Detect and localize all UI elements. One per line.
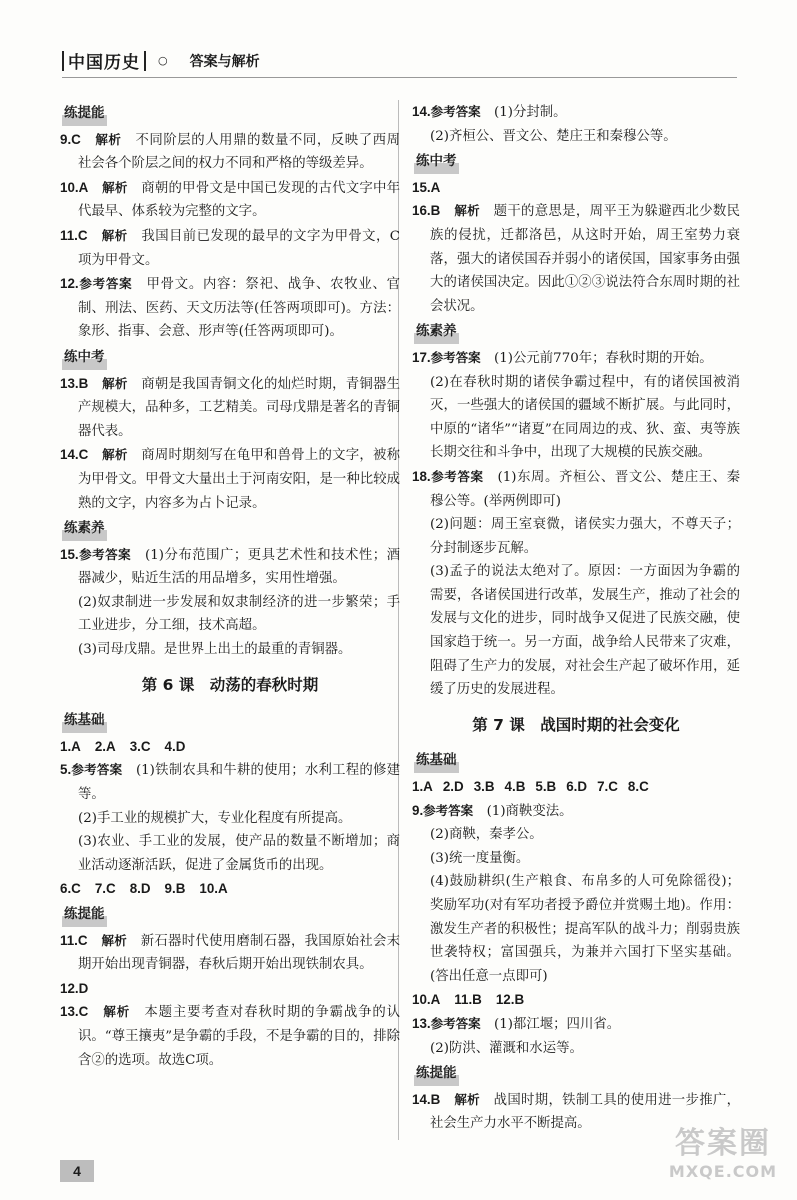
- lesson-title: 第 6 课 动荡的春秋时期: [141, 675, 319, 694]
- answer-item: 12.参考答案 甲骨文。内容：祭祀、战争、农牧业、官制、刑法、医药、天文历法等(任答两项即可)。方法：象形、指事、会意、形声等(任答两项即可)。: [60, 276, 401, 340]
- answer-item: 17.参考答案 (1)公元前770年；春秋时期的开始。: [412, 349, 713, 366]
- answer-item: 15.参考答案 (1)分布范围广；更具艺术性和技术性；酒器减少，贴近生活的用品增多，实用性增强。: [60, 546, 401, 587]
- left-column: [60, 100, 400, 1072]
- answer-row: 15.A: [412, 179, 441, 195]
- answer-item: 13.参考答案 (1)都江堰；四川省。: [412, 1015, 621, 1032]
- section-heading: 练基础: [414, 749, 459, 773]
- answer-sub: (2)防洪、灌溉和水运等。: [430, 1040, 583, 1056]
- answer-item: 14.参考答案 (1)分封制。: [412, 104, 567, 120]
- page-number: 4: [60, 1160, 94, 1182]
- answer-sub: (3)孟子的说法太绝对了。原因：一方面因为争霸的需要，各诸侯国进行改革，发展生产，推动了社会的发展与文化的进步，同时战争又促进了民族交融，使国家趋于统一。另一方面，战争给人民带来了灾难，阻碍了生产力的发展，对社会生产起了破坏作用，延缓了历史的发展进程。: [430, 564, 740, 698]
- answer-sub: (2)奴隶制进一步发展和奴隶制经济的进一步繁荣；手工业进步，分工细，技术高超。: [78, 594, 400, 634]
- answer-item: 9.C 解析 不同阶层的人用鼎的数量不同，反映了西周社会各个阶层之间的权力不同和严格的等级差异。: [60, 131, 400, 172]
- section-heading: 练提能: [414, 1062, 459, 1086]
- circle-icon: ○: [158, 54, 168, 67]
- answer-sub: (4)鼓励耕织(生产粮食、布帛多的人可免除徭役)；奖励军功(对有军功者授予爵位并赏赐土地)。作用：激发生产者的积极性；提高军队的战斗力；削弱贵族世袭特权；富国强兵，为兼并六国打下坚实基础。(答出任意一点即可): [430, 874, 740, 984]
- answer-row: 1.A 2.D 3.B 4.B 5.B 6.D 7.C 8.C: [412, 779, 649, 795]
- answer-item: 14.C 解析 商周时期刻写在龟甲和兽骨上的文字，被称为甲骨文。甲骨文大量出土于河南安阳，是一种比较成熟的文字，内容多为占卜记录。: [60, 447, 401, 511]
- page-header: [62, 44, 737, 78]
- answer-item: 11.C 解析 我国目前已发现的最早的文字为甲骨文，C项为甲骨文。: [60, 227, 401, 268]
- answer-item: 16.B 解析 题干的意思是，周平王为躲避西北少数民族的侵扰，迁都洛邑，从这时开始，周王室势力衰落，强大的诸侯国吞并弱小的诸侯国，国家事务由强大的诸侯国决定。因此①②③说法符合东周时期的社会状况。: [412, 203, 740, 314]
- answer-item: 13.B 解析 商朝是我国青铜文化的灿烂时期，青铜器生产规模大，品种多，工艺精美。司母戊鼎是著名的青铜器代表。: [60, 375, 401, 439]
- answer-sub: (3)统一度量衡。: [430, 850, 530, 866]
- answer-row: 1.A 2.A 3.C 4.D: [60, 738, 186, 754]
- answer-item: 14.B 解析 战国时期，铁制工具的使用进一步推广，社会生产力水平不断提高。: [412, 1091, 740, 1132]
- right-column: [412, 100, 740, 1136]
- answer-item: 13.C 解析 本题主要考查对春秋时期的争霸战争的认识。“尊王攘夷”是争霸的手段，不是争霸的目的，排除含②的选项。故选C项。: [60, 1004, 400, 1068]
- header-bar: [144, 51, 146, 71]
- section-heading: 练基础: [62, 709, 107, 733]
- book-title: 中国历史: [68, 53, 140, 73]
- answer-sub: (2)齐桓公、晋文公、楚庄王和秦穆公等。: [430, 128, 677, 144]
- watermark-logo: [663, 1118, 783, 1192]
- answer-row: 12.D: [60, 980, 89, 996]
- watermark-text: 答案圈: [675, 1126, 771, 1161]
- section-heading: 练中考: [62, 346, 107, 370]
- section-heading: 练素养: [414, 320, 459, 344]
- answer-item: 10.A 解析 商朝的甲骨文是中国已发现的古代文字中年代最早、体系较为完整的文字。: [60, 179, 401, 220]
- lesson-title: 第 7 课 战国时期的社会变化: [472, 715, 680, 734]
- section-heading: 练中考: [414, 150, 459, 174]
- answer-sub: (2)手工业的规模扩大，专业化程度有所提高。: [78, 810, 352, 826]
- answer-sub: (2)在春秋时期的诸侯争霸过程中，有的诸侯国被消灭，一些强大的诸侯国的疆域不断扩展。与此同时，中原的“诸华”“诸夏”在同周边的戎、狄、蛮、夷等族长期交往和斗争中，出现了大规模的民族交融。: [430, 374, 740, 461]
- answer-item: 18.参考答案 (1)东周。齐桓公、晋文公、楚庄王、秦穆公等。(举两例即可): [412, 468, 741, 509]
- section-heading: 练提能: [62, 903, 107, 927]
- answer-item: 9.参考答案 (1)商鞅变法。: [412, 802, 573, 819]
- book-subtitle: 答案与解析: [189, 53, 260, 70]
- section-heading: 练提能: [62, 102, 107, 126]
- answer-sub: (2)问题：周王室衰微，诸侯实力强大，不尊天子；分封制逐步瓦解。: [430, 517, 740, 556]
- answer-row: 10.A 11.B 12.B: [412, 992, 525, 1008]
- answer-item: 11.C 解析 新石器时代使用磨制石器，我国原始社会末期开始出现青铜器，春秋后期开始出现铁制农具。: [60, 932, 401, 973]
- answer-item: 5.参考答案 (1)铁制农具和牛耕的使用；水利工程的修建等。: [60, 762, 401, 803]
- answer-sub: (2)商鞅，秦孝公。: [430, 827, 543, 843]
- watermark-url: MXQE.COM: [668, 1162, 778, 1181]
- answer-sub: (3)司母戊鼎。是世界上出土的最重的青铜器。: [78, 642, 352, 658]
- answer-row: 6.C 7.C 8.D 9.B 10.A: [60, 881, 228, 897]
- section-heading: 练素养: [62, 517, 107, 541]
- header-bar: [62, 51, 64, 71]
- answer-sub: (3)农业、手工业的发展，使产品的数量不断增加；商业活动逐渐活跃，促进了金属货币的出现。: [78, 834, 400, 873]
